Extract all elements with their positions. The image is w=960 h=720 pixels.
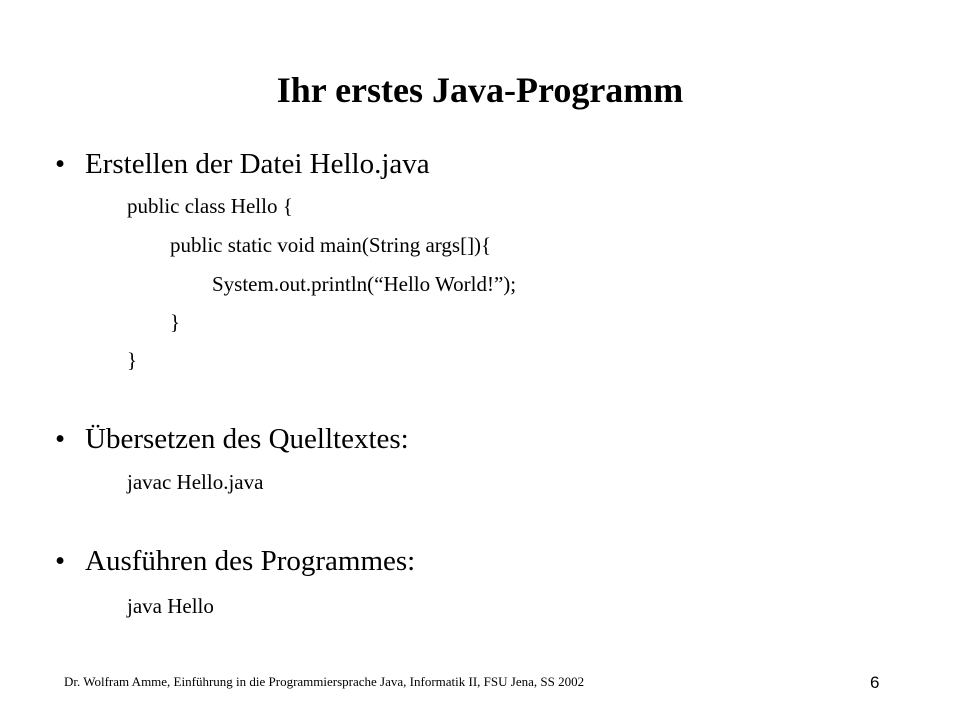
bullet-text: Erstellen der Datei Hello.java	[85, 148, 430, 180]
footer-credits: Dr. Wolfram Amme, Einführung in die Programmiersprache Java, Informatik II, FSU Jena, SS 2002	[64, 674, 585, 689]
bullet-compile	[55, 421, 409, 457]
code-line: javac Hello.java	[127, 470, 264, 494]
bullet-dot: •	[55, 545, 66, 577]
bullet-run	[55, 543, 415, 579]
code-line: public class Hello {	[127, 194, 293, 218]
bullet-create-file	[55, 146, 430, 182]
page-number: 6	[870, 673, 880, 692]
code-line: }	[127, 348, 138, 372]
bullet-text: Übersetzen des Quelltextes:	[85, 423, 409, 455]
code-line: public static void main(String args[]){	[170, 233, 492, 257]
bullet-dot: •	[55, 423, 66, 455]
code-line: System.out.println(“Hello World!”);	[212, 272, 517, 296]
slide-title: Ihr erstes Java-Programm	[276, 70, 684, 110]
code-line: }	[170, 310, 181, 334]
code-line: java Hello	[127, 594, 214, 618]
bullet-dot: •	[55, 148, 66, 180]
bullet-text: Ausführen des Programmes:	[85, 545, 416, 577]
